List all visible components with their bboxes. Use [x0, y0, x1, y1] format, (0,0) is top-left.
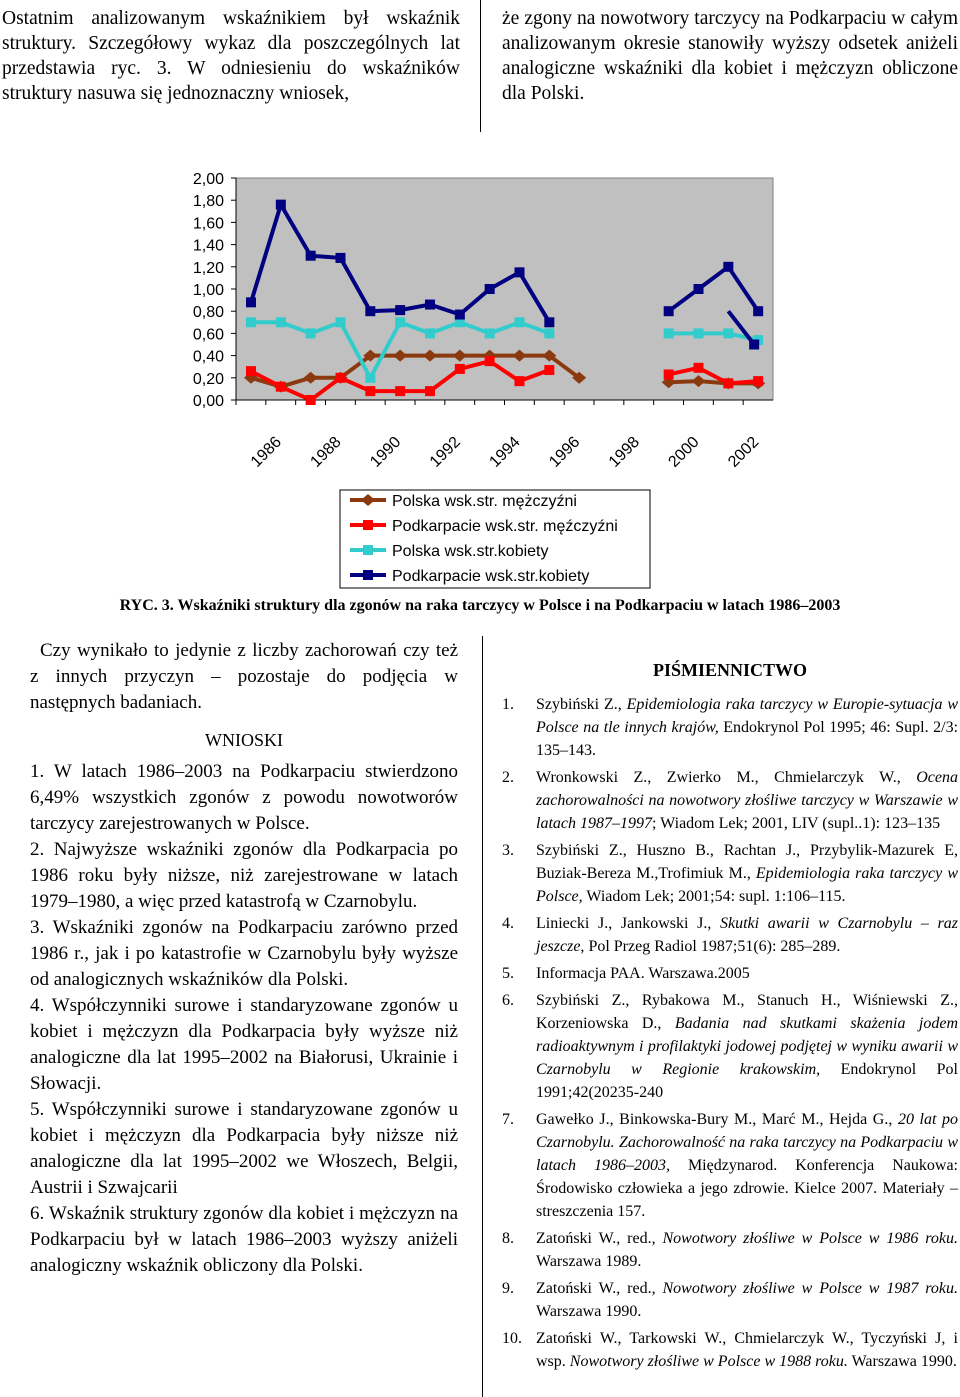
y-tick-label: 1,40: [192, 237, 224, 255]
reference-source: Warszawa 1990.: [536, 1303, 642, 1320]
x-tick-label: 1998: [605, 433, 643, 471]
reference-title: Nowotwory złośliwe w Polsce w 1986 roku.: [662, 1230, 958, 1247]
data-point: [276, 200, 286, 210]
reference-number: 9.: [502, 1280, 514, 1297]
wnioski-item: 4. Współczynniki surowe i standaryzowane zgonów u kobiet i mężczyzn dla Podkarpacia były wyższe niż analogiczne dla lat 1995–2002 na Białorusi, Ukrainie i Słowacji.: [30, 995, 458, 1094]
reference-item: [502, 839, 958, 908]
data-point: [694, 284, 704, 294]
data-point: [544, 365, 554, 375]
x-tick-label: 1990: [367, 433, 405, 471]
data-point: [306, 328, 316, 338]
column-divider-top: [480, 0, 481, 132]
data-point: [544, 328, 554, 338]
data-point: [363, 570, 373, 580]
reference-authors: Zatoński W., Tarkowski W., Chmielarczyk W., Tyczyński J, i wsp.: [536, 1330, 958, 1370]
data-point: [246, 366, 256, 376]
reference-authors: Gawełko J., Binkowska-Bury M., Marć M., Hejda G.,: [536, 1111, 898, 1128]
reference-number: 1.: [502, 696, 514, 713]
data-point: [455, 364, 465, 374]
x-tick-label: 1986: [247, 433, 285, 471]
reference-authors: Szybiński Z., Huszno B., Rachtan J., Przybylik-Mazurek E, Buziak-Bereza M.,Trofimiuk M.,: [536, 842, 958, 882]
reference-title: Ocena zachorowalności na nowotwory złośliwe tarczycy w Warszawie w latach 1987–1997: [536, 769, 958, 832]
y-tick-label: 1,80: [192, 193, 224, 211]
data-point: [363, 520, 373, 530]
x-tick-label: 1992: [426, 433, 464, 471]
reference-item: [502, 962, 958, 985]
data-point: [664, 306, 674, 316]
data-point: [336, 253, 346, 263]
data-point: [544, 317, 554, 327]
x-tick-label: 2002: [725, 433, 763, 471]
reference-item: [502, 1277, 958, 1323]
reference-number: 4.: [502, 915, 514, 932]
data-point: [276, 317, 286, 327]
data-point: [723, 328, 733, 338]
y-tick-label: 1,20: [192, 259, 224, 277]
reference-number: 7.: [502, 1111, 514, 1128]
y-tick-label: 0,80: [192, 304, 224, 322]
data-point: [246, 297, 256, 307]
references-heading: PIŚMIENNICTWO: [652, 660, 808, 680]
y-tick-label: 1,00: [192, 282, 224, 299]
reference-number: 5.: [502, 965, 514, 982]
reference-source: Wiadom Lek; 2001;54: supl. 1:106–115.: [582, 888, 846, 905]
data-point: [395, 317, 405, 327]
data-point: [723, 378, 733, 388]
reference-title: 20 lat po Czarnobylu. Zachorowalność na raka tarczycy na Podkarpaciu w latach 1986–2003,: [536, 1111, 959, 1174]
y-tick-label: 0,00: [192, 393, 224, 410]
reference-number: 6.: [502, 992, 514, 1009]
data-point: [363, 545, 373, 555]
data-point: [664, 328, 674, 338]
reference-source: Endokrynol Pol 1991;42(20235-240: [536, 1061, 959, 1101]
reference-item: [502, 1108, 958, 1223]
reference-item: [502, 766, 958, 835]
reference-item: [502, 912, 958, 958]
reference-title: Nowotwory złośliwe w Polsce w 1988 roku.: [569, 1353, 848, 1370]
reference-title: Nowotwory złośliwe w Polsce w 1987 roku.: [662, 1280, 958, 1297]
figure-caption: [0, 597, 960, 615]
reference-item: [502, 1227, 958, 1273]
x-tick-label: 1994: [486, 433, 524, 471]
data-point: [664, 369, 674, 379]
data-point: [515, 267, 525, 277]
y-tick-label: 0,20: [192, 370, 224, 388]
wnioski-item: 5. Współczynniki surowe i standaryzowane zgonów u kobiet i mężczyzn dla Podkarpacia były niższe niż analogiczne dla lat 1995–2002 we Włoszech, Belgii, Austrii i Szwajcarii: [30, 1099, 458, 1198]
data-point: [455, 310, 465, 320]
reference-list: [502, 693, 958, 1373]
top-left-paragraph: Ostatnim analizowanym wskaźnikiem był wskaźnik struktury. Szczegółowy wykaz dla poszczególnych lat przedstawia ryc. 3. W odniesieniu do wskaźników struktury nasuwa się jednoznaczny wniosek,: [2, 8, 460, 104]
top-right-paragraph: że zgony na nowotwory tarczycy na Podkarpaciu w całym analizowanym okresie stanowiły wyższy odsetek aniżeli analogiczne wskaźniki dla kobiet i mężczyzn obliczone dla Polski.: [502, 8, 958, 104]
legend-label: Podkarpacie wsk.str. męźczyźni: [392, 518, 618, 535]
reference-authors: Informacja PAA. Warszawa.2005: [536, 965, 750, 982]
reference-title: Epidemiologia raka tarczycy w Europie-sytuacja w Polsce na tle innych krajów,: [536, 696, 958, 736]
reference-authors: Wronkowski Z., Zwierko M., Chmielarczyk W.,: [536, 769, 917, 786]
data-point: [336, 373, 346, 383]
data-point: [395, 305, 405, 315]
reference-item: [502, 693, 958, 762]
wnioski-item: 3. Wskaźniki zgonów na Podkarpaciu zarówno przed 1986 r., jak i po katastrofie w Czarnobylu były wyższe od analogicznych wskaźników dla Polski.: [30, 917, 458, 990]
wnioski-list: [30, 759, 458, 1279]
data-point: [515, 317, 525, 327]
reference-source: Warszawa 1990.: [847, 1353, 957, 1370]
data-point: [753, 306, 763, 316]
x-tick-label: 1988: [307, 433, 345, 471]
reference-source: Endokrynol Pol 1995; 46: Supl. 2/3: 135–143.: [536, 719, 959, 759]
reference-authors: Zatoński W., red.,: [536, 1230, 663, 1247]
reference-item: [502, 1327, 958, 1373]
wnioski-item: 1. W latach 1986–2003 na Podkarpaciu stwierdzono 6,49% wszystkich zgonów z powodu nowotworów tarczycy zarejestrowanych w Polsce.: [30, 761, 458, 834]
data-point: [694, 363, 704, 373]
data-point: [395, 386, 405, 396]
chart-svg: [0, 160, 960, 600]
wnioski-heading: WNIOSKI: [205, 730, 283, 750]
y-tick-label: 1,60: [192, 215, 224, 233]
wnioski-item: 6. Wskaźnik struktury zgonów dla kobiet i mężczyzn na Podkarpaciu był w latach 1986–2003 wyższy aniżeli analogiczny wskaźnik obliczony dla Polski.: [30, 1203, 458, 1276]
data-point: [246, 317, 256, 327]
data-point: [306, 395, 316, 405]
data-point: [425, 328, 435, 338]
data-point: [306, 251, 316, 261]
wnioski-item: 2. Najwyższe wskaźniki zgonów dla Podkarpacia po 1986 roku były niższe, niż zarejestrowane w latach 1979–1980, a więc przed katastrofą w Czarnobylu.: [30, 839, 458, 912]
data-point: [515, 376, 525, 386]
data-point: [425, 386, 435, 396]
data-point: [425, 300, 435, 310]
data-point: [336, 317, 346, 327]
reference-source: Pol Przeg Radiol 1987;51(6): 285–289.: [584, 938, 841, 955]
reference-number: 3.: [502, 842, 514, 859]
reference-number: 8.: [502, 1230, 514, 1247]
caption-text: Wskaźniki struktury dla zgonów na raka tarczycy w Polsce i na Podkarpaciu w latach 1986–2003: [177, 597, 841, 614]
data-point: [694, 328, 704, 338]
x-tick-label: 1996: [546, 433, 584, 471]
data-point: [365, 306, 375, 316]
data-point: [485, 284, 495, 294]
x-tick-label: 2000: [665, 433, 703, 471]
reference-title: Badania nad skutkami skażenia jodem radioaktywnym i profilaktyki jodowej podjętej w wyniku awarii w Czarnobylu w Regionie krakowskim,: [536, 1015, 959, 1078]
data-point: [365, 386, 375, 396]
reference-authors: Szybiński Z., Rybakowa M., Stanuch H., Wiśniewski Z., Korzeniowska D.,: [536, 992, 958, 1032]
right-column: [502, 660, 958, 1377]
reference-source: Międzynarod. Konferencja Naukowa: Środowisko człowieka a jego zdrowie. Kielce 2007. Materiały – streszczenia 157.: [536, 1157, 958, 1220]
plot-area: [236, 178, 773, 400]
reference-source: Warszawa 1989.: [536, 1253, 642, 1270]
reference-authors: Zatoński W., red.,: [536, 1280, 663, 1297]
caption-prefix: RYC. 3.: [119, 597, 178, 614]
reference-number: 10.: [502, 1330, 522, 1347]
y-tick-label: 0,40: [192, 348, 224, 366]
reference-item: [502, 989, 958, 1104]
left-column: [30, 638, 458, 1279]
intro-paragraph: Czy wynikało to jedynie z liczby zachorowań czy też z innych przyczyn – pozostaje do podjęcia w następnych badaniach.: [30, 640, 458, 713]
data-point: [276, 382, 286, 392]
legend-label: Podkarpacie wsk.str.kobiety: [392, 568, 590, 585]
reference-title: Epidemiologia raka tarczycy w Polsce,: [536, 865, 958, 905]
chart-figure: [0, 160, 960, 600]
data-point: [723, 262, 733, 272]
data-point: [485, 356, 495, 366]
reference-title: Skutki awarii w Czarnobylu – raz jeszcze,: [536, 915, 958, 955]
reference-authors: Szybiński Z.,: [536, 696, 627, 713]
y-tick-label: 0,60: [192, 326, 224, 344]
reference-number: 2.: [502, 769, 514, 786]
data-point: [753, 376, 763, 386]
data-point: [365, 373, 375, 383]
data-point: [485, 328, 495, 338]
reference-authors: Liniecki J., Jankowski J.,: [536, 915, 720, 932]
legend-label: Polska wsk.str.kobiety: [392, 543, 549, 560]
reference-source: ; Wiadom Lek; 2001, LIV (supl..1): 123–135: [652, 815, 941, 832]
column-divider-bottom: [482, 636, 483, 1397]
y-tick-label: 2,00: [192, 171, 224, 188]
legend-label: Polska wsk.str. mężczyźni: [392, 493, 577, 510]
data-point: [749, 340, 759, 350]
